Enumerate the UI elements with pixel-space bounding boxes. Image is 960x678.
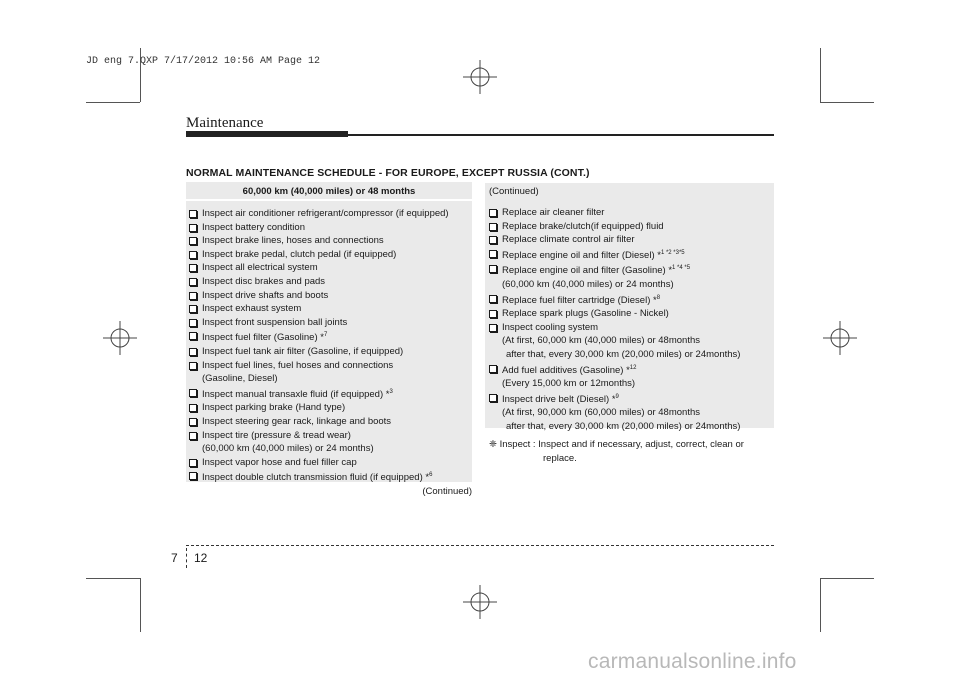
item-text: Inspect battery condition [202, 221, 305, 233]
heading-divider [186, 199, 472, 201]
checkbox-icon [189, 432, 197, 440]
item-text: Inspect all electrical system [202, 262, 318, 274]
item-text: Inspect double clutch transmission fluid (if equipped) * [202, 472, 430, 484]
crop-mark [820, 578, 821, 632]
item-detail: after that, every 30,000 km (20,000 miles) or 24months) [506, 420, 741, 432]
checkbox-icon [189, 305, 197, 313]
checkbox-icon [189, 459, 197, 467]
item-text: Inspect drive shafts and boots [202, 289, 329, 301]
checkbox-icon [489, 250, 497, 258]
checkbox-icon [189, 418, 197, 426]
item-text: Inspect fuel lines, fuel hoses and connections [202, 359, 394, 371]
item-text: Inspect air conditioner refrigerant/compressor (if equipped) [202, 208, 449, 219]
checklist-item [189, 316, 449, 330]
item-detail: (60,000 km (40,000 miles) or 24 months) [202, 443, 374, 455]
checkbox-icon [189, 362, 197, 370]
page-number: 12 [194, 551, 208, 565]
item-text: Add fuel additives (Gasoline) * [502, 364, 630, 376]
interval-heading: 60,000 km (40,000 miles) or 48 months [242, 186, 416, 197]
checkbox-icon [189, 332, 197, 340]
checklist-item [489, 247, 740, 263]
crop-mark [86, 102, 140, 103]
item-detail: (Gasoline, Diesel) [202, 373, 278, 385]
checklist-item [489, 321, 740, 362]
right-item-list [489, 206, 740, 434]
item-detail: after that, every 30,000 km (20,000 miles) or 24months) [506, 348, 741, 360]
item-text: Inspect fuel tank air filter (Gasoline, if equipped) [202, 345, 404, 357]
item-text: Inspect manual transaxle fluid (if equipped) * [202, 388, 390, 400]
footnote-ref: 12 [629, 364, 637, 371]
section-title: Maintenance [186, 115, 264, 131]
crop-mark [820, 48, 821, 102]
item-text: Inspect drive belt (Diesel) * [502, 393, 616, 405]
item-detail: (At first, 60,000 km (40,000 miles) or 48months [502, 335, 700, 347]
item-text: Replace engine oil and filter (Gasoline) * [502, 265, 673, 277]
checklist-item [489, 292, 740, 308]
crop-mark [820, 102, 874, 103]
item-text: Inspect front suspension ball joints [202, 316, 348, 328]
checkbox-icon [489, 223, 497, 231]
checklist-item [189, 234, 449, 248]
item-text: Inspect steering gear rack, linkage and boots [202, 415, 392, 427]
item-text: Replace engine oil and filter (Diesel) * [502, 249, 661, 261]
item-detail: (At first, 90,000 km (60,000 miles) or 48months [502, 407, 700, 419]
registration-mark-icon [463, 60, 497, 94]
checkbox-icon [189, 472, 197, 480]
checkbox-icon [489, 236, 497, 244]
footnote-ref: 6 [429, 472, 433, 479]
checkbox-icon [489, 324, 497, 332]
item-text: Replace air cleaner filter [502, 207, 605, 218]
item-text: Inspect exhaust system [202, 303, 302, 315]
checkbox-icon [189, 319, 197, 327]
continued-label: (Continued) [489, 186, 539, 197]
checkbox-icon [189, 251, 197, 259]
watermark: carmanualsonline.info [588, 650, 797, 673]
item-detail: (60,000 km (40,000 miles) or 24 months) [502, 278, 674, 290]
checkbox-icon [189, 348, 197, 356]
checkbox-icon [189, 224, 197, 232]
note-text: Inspect and if necessary, adjust, correct, clean or [538, 439, 744, 450]
left-item-list [189, 207, 449, 485]
checklist-item [189, 345, 449, 359]
footnote-ref: 8 [656, 294, 661, 301]
checkbox-icon [189, 278, 197, 286]
item-detail: (Every 15,000 km or 12months) [502, 378, 636, 390]
checkbox-icon [489, 265, 497, 273]
item-text: Replace brake/clutch(if equipped) fluid [502, 220, 664, 232]
checkbox-icon [489, 295, 497, 303]
registration-mark-icon [823, 321, 857, 355]
checklist-item [189, 415, 449, 429]
note-label: Inspect : [499, 439, 536, 450]
crop-mark [820, 578, 874, 579]
item-text: Inspect brake lines, hoses and connections [202, 235, 384, 247]
registration-mark-icon [463, 585, 497, 619]
checkbox-icon [189, 210, 197, 218]
checklist-item [189, 456, 449, 470]
checklist-item [489, 206, 740, 220]
checklist-item [489, 307, 740, 321]
footnote-ref: 9 [615, 393, 619, 400]
footnote-ref: 7 [323, 332, 328, 339]
crop-mark [140, 578, 141, 632]
section-rule-bar [186, 131, 348, 137]
footer-rule [186, 545, 774, 546]
footnote-ref: 3 [389, 388, 393, 395]
checklist-item [489, 262, 740, 291]
checklist-item [189, 401, 449, 415]
item-text: Inspect brake pedal, clutch pedal (if equipped) [202, 248, 397, 260]
item-text: Inspect tire (pressure & tread wear) [202, 429, 351, 441]
checklist-item [189, 302, 449, 316]
checklist-item [189, 221, 449, 235]
checklist-item [489, 391, 740, 434]
chapter-number: 7 [171, 551, 178, 565]
checkbox-icon [189, 237, 197, 245]
footer-divider [186, 548, 187, 568]
item-text: Inspect parking brake (Hand type) [202, 402, 346, 414]
item-text: Replace spark plugs (Gasoline - Nickel) [502, 308, 669, 320]
checkbox-icon [489, 365, 497, 373]
item-text: Inspect vapor hose and fuel filler cap [202, 456, 357, 468]
checklist-item [189, 359, 449, 386]
footnote-ref: 1 *4 *5 [672, 265, 691, 272]
item-text: Inspect cooling system [502, 321, 599, 333]
checklist-item [189, 207, 449, 221]
item-text: Inspect disc brakes and pads [202, 275, 326, 287]
registration-mark-icon [103, 321, 137, 355]
note-symbol-icon: ❈ [489, 439, 497, 450]
checklist-item [489, 233, 740, 247]
checklist-item [189, 469, 449, 485]
checkbox-icon [489, 209, 497, 217]
item-text: Replace climate control air filter [502, 234, 635, 246]
note-text: replace. [543, 452, 577, 464]
checklist-item [189, 429, 449, 456]
inspect-note [489, 438, 774, 465]
checklist-item [189, 386, 449, 402]
checkbox-icon [189, 404, 197, 412]
checkbox-icon [489, 394, 497, 402]
checkbox-icon [489, 310, 497, 318]
checkbox-icon [189, 292, 197, 300]
footnote-ref: 1 *2 *3*5 [660, 249, 685, 256]
crop-mark [86, 578, 140, 579]
checklist-item [189, 289, 449, 303]
schedule-title: NORMAL MAINTENANCE SCHEDULE - FOR EUROPE, EXCEPT RUSSIA (CONT.) [186, 167, 590, 179]
continued-label: (Continued) [422, 486, 472, 497]
checklist-item [189, 275, 449, 289]
checklist-item [189, 329, 449, 345]
item-text: Replace fuel filter cartridge (Diesel) * [502, 294, 657, 306]
checkbox-icon [189, 389, 197, 397]
checklist-item [489, 362, 740, 391]
checklist-item [489, 220, 740, 234]
checkbox-icon [189, 264, 197, 272]
checklist-item [189, 261, 449, 275]
item-text: Inspect fuel filter (Gasoline) * [202, 332, 324, 344]
checklist-item [189, 248, 449, 262]
print-header: JD eng 7.QXP 7/17/2012 10:56 AM Page 12 [86, 56, 321, 67]
